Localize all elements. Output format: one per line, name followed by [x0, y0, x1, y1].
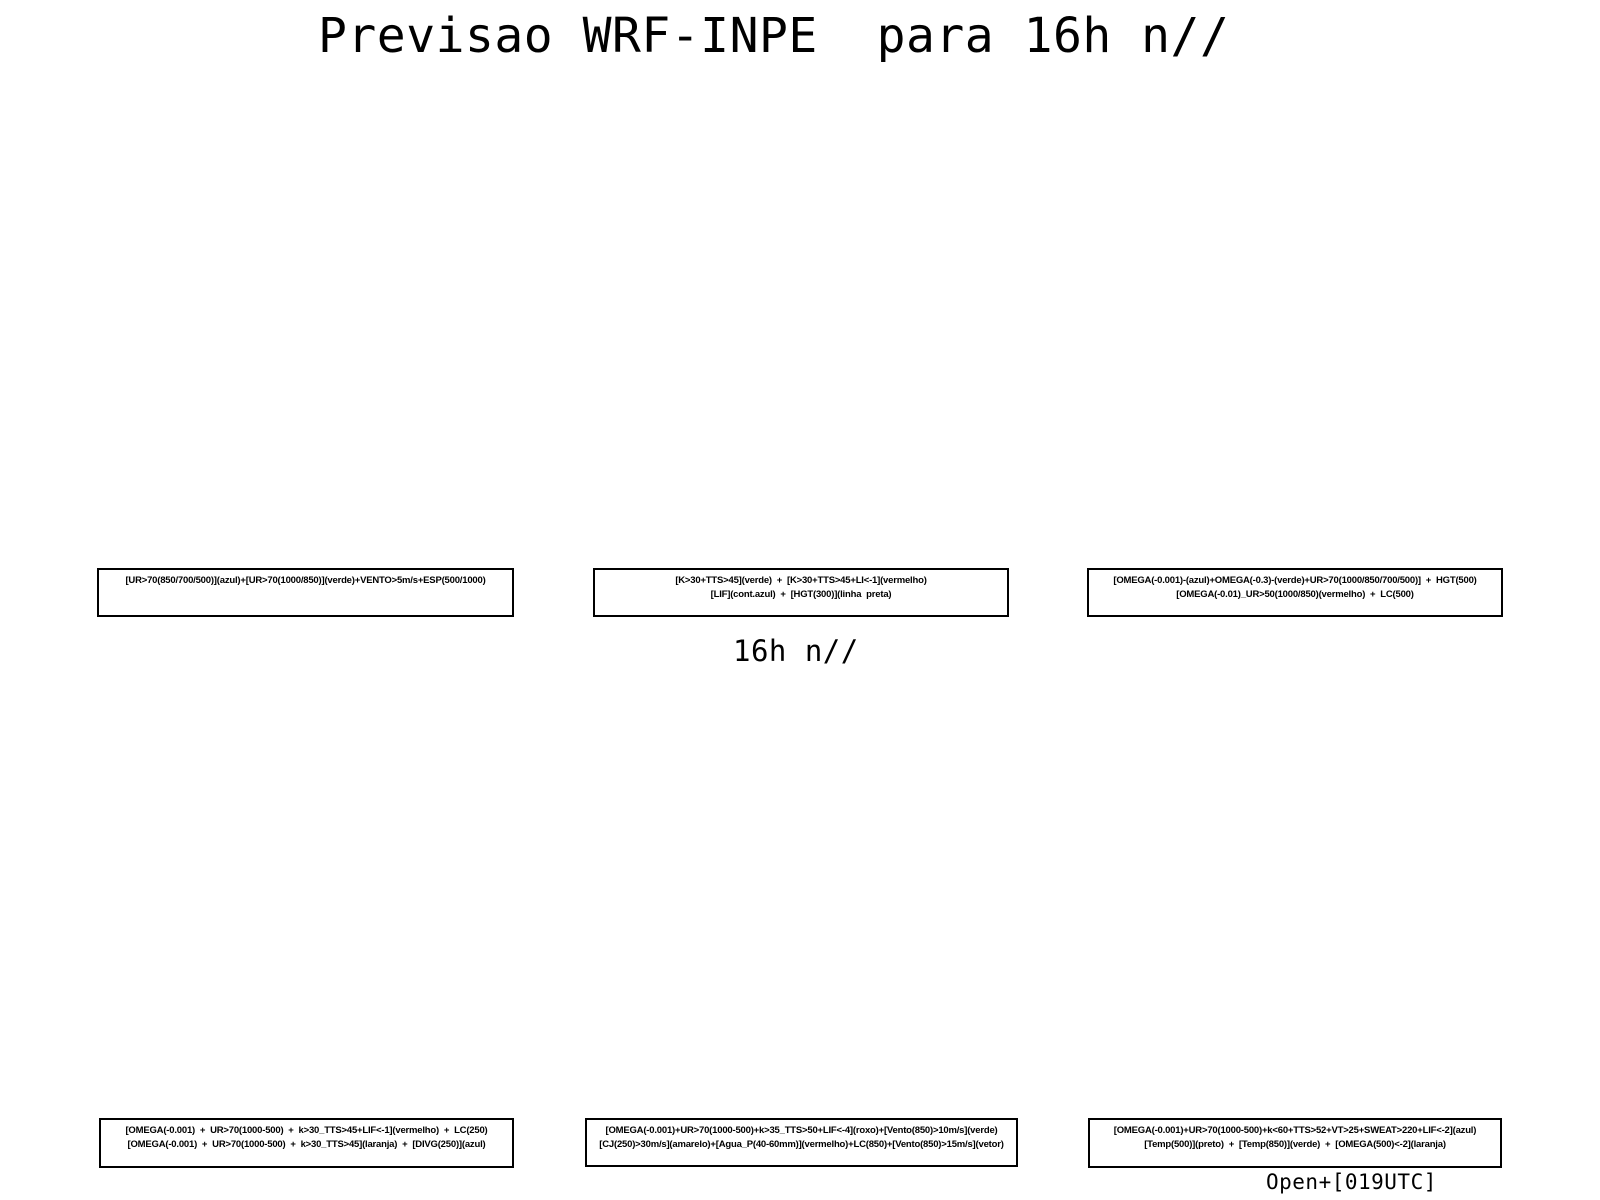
legend-text-line: [OMEGA(-0.001)+UR>70(1000-500)+k>35_TTS>50+LIF<-4](roxo)+[Vento(850)>10m/s](verde) — [605, 1125, 998, 1136]
legend-text-line: [OMEGA(-0.001)+UR>70(1000-500)+k<60+TTS>52+VT>25+SWEAT>220+LIF<-2](azul) — [1113, 1125, 1477, 1136]
legend-text-line: [OMEGA(-0.01)_UR>50(1000/850)(vermelho) + LC(500) — [1176, 589, 1414, 600]
legend-text-line: [CJ(250)>30m/s](amarelo)+[Agua_P(40-60mm)](vermelho)+LC(850)+[Vento(850)>15m/s](vetor) — [599, 1139, 1004, 1150]
legend-text-line: [OMEGA(-0.001) + UR>70(1000-500) + k>30_TTS>45](laranja) + [DIVG(250)](azul) — [127, 1139, 486, 1150]
legend-text-line: [OMEGA(-0.001)-(azul)+OMEGA(-0.3)-(verde)+UR>70(1000/850/700/500)] + HGT(500) — [1113, 575, 1477, 586]
legend-box-top-right — [1087, 568, 1503, 617]
legend-box-bottom-left — [99, 1118, 514, 1168]
legend-text-line: [UR>70(850/700/500)](azul)+[UR>70(1000/850)](verde)+VENTO>5m/s+ESP(500/1000) — [125, 575, 486, 586]
legend-text-line: [K>30+TTS>45](verde) + [K>30+TTS>45+LI<-1](vermelho) — [675, 575, 927, 586]
subtitle-forecast-hour: 16h n// — [733, 634, 859, 668]
legend-box-bottom-right — [1088, 1118, 1502, 1168]
legend-box-top-center — [593, 568, 1009, 617]
footer-timestamp: Open+[019UTC] — [1266, 1170, 1437, 1194]
legend-text-line: [Temp(500)](preto) + [Temp(850)](verde) + [OMEGA(500)<-2](laranja) — [1144, 1139, 1446, 1150]
legend-text-line: [LIF](cont.azul) + [HGT(300)](linha preta) — [710, 589, 892, 600]
legend-box-bottom-center — [585, 1118, 1018, 1167]
legend-text-line: [OMEGA(-0.001) + UR>70(1000-500) + k>30_TTS>45+LIF<-1](vermelho) + LC(250) — [125, 1125, 488, 1136]
legend-box-top-left — [97, 568, 514, 617]
page-title: Previsao WRF-INPE para 16h n// — [318, 8, 1230, 64]
